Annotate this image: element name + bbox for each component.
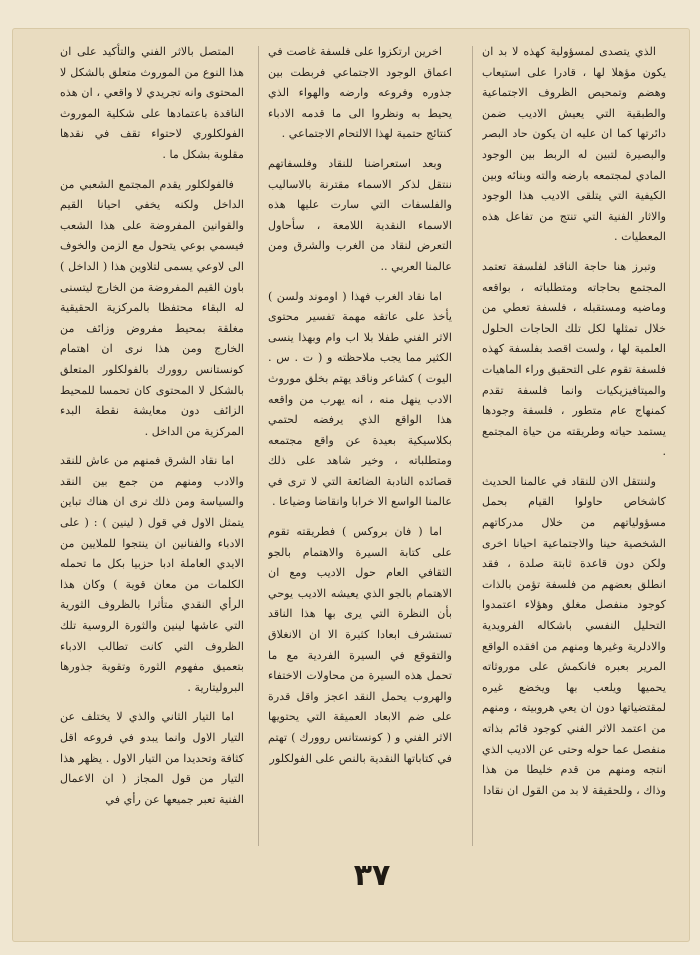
text-column-middle [268,42,452,850]
page-number: ٣٧ [353,858,391,893]
paragraph: ولننتقل الان للنقاد في عالمنا الحديث كاشخاص حاولوا القيام بحمل مسؤولياتهم من خلال مدركاتهم الشخصية حينا والاجتماعية احيانا اخرى ولكن دون قاعدة ثابتة صلدة ، فقد انطلق بعضهم من فلسفة تؤمن بالذات كوجود منفصل مغلق وهؤلاء اعتمدوا التحليل النفسي باشكاله الفرويدية والادلرية وغيرها ومنهم من افقده الواقع المرير بعبره فانكمش على موروثاته يحميها ويلعب بها ويخضع غيره لمقتضياتها دون ان يعي هروبيته ، ومنهم من اعتمد الاثر الفني كوجود قائم بذاته منفصل عما حوله وحتى عن الاديب الذي انتجه ومنهم من قدم خليطا من هذا وذاك ، وللحقيقة لا بد من القول ان نقادا [482,474,666,797]
paragraph: اخرين ارتكزوا على فلسفة غاصت في اعماق الوجود الاجتماعي فربطت بين جذوره وفروعه وارضه والهواء الذي يحيط به ونظروا الى ما قدمه الادباء كنتائج حتمية لهذا الالتحام الاجتماعي . [268,45,452,141]
paragraph: اما التيار الثاني والذي لا يختلف عن التيار الاول وانما يبدو في فروعه اقل كثافة وتحديدا من التيار الاول . يظهر هذا التيار من قول المجاز ( ان الاعمال الفنية تعبر جميعها عن رأي في [60,710,244,806]
column-divider [258,46,259,846]
paragraph: المتصل بالاثر الفني والتأكيد على ان هذا النوع من الموروث متعلق بالشكل لا المحتوى وانه تجريدي لا واقعي ، ان هذه الناقدة باعتمادها على شكلية الموروث الفولكلوري لاحتواء تقف في نقدها مقلوبة بشكل ما . [60,45,244,161]
magazine-page [12,28,690,942]
paragraph: اما نقاد الشرق فمنهم من عاش للنقد والادب ومنهم من جمع بين النقد والسياسة ومن ذلك نرى ان هناك تباين يتمثل الاول في قول ( لينين ) : ( على الادباء والفنانين ان ينتجوا للملايين من الايدي العاملة ادبا حزبيا بكل ما تحمله الكلمات من معان قوية ) وكان هذا الرأي النقدي متأثرا بالظروف الثورية التي عاشها لينين والثورة الروسية تلك الظروف التي كانت تطالب الادباء بتعميق مفهوم الثورة وتقوية جذورها البروليتارية . [60,454,244,694]
paragraph: اما نقاد الغرب فهذا ( اوموند ولسن ) يأخذ على عاتقه مهمة تفسير محتوى الاثر الفني طفلا بلا اب وام وبهذا ينسى الكثير مما يجب ملاحظته و ( ت . س . اليوت ) كشاعر وناقد يهتم بخلق موروث الادب ينهل منه ، انه يهرب من واقعه هذا الواقع الذي يرفضه لحتمي بكلاسيكية بعيدة عن واقع مجتمعه ومتطلباته ، وخير شاهد على ذلك قصائده النادبة الضائعة التي لا ترى في عالمنا الواسع الا خرابا وانقاضا وضياعا . [268,289,452,509]
paragraph: وبعد استعراضنا للنقاد وفلسفاتهم ننتقل لذكر الاسماء مقترنة بالاساليب والفلسفات التي سارت عليها هذه الاسماء النقدية اللامعة ، سأحاول التعرض لنقاد من الغرب والشرق ومن عالمنا العربي .. [268,156,452,273]
column-divider [472,46,473,846]
text-column-right [482,42,666,850]
paragraph: وتبرز هنا حاجة الناقد لفلسفة تعتمد المجتمع بحاجاته ومتطلباته ، بواقعه وماضيه ومستقبله ، فلسفة تعطي من خلال تمثلها لكل تلك الحاجات الحلول العلمية لها ، ولست اقصد بفلسفة كهذه فلسفة تقوم على التحقيق وراء الماهيات والميتافيزيكيات وانما فلسفة تقدم كمنهاج عام متطور ، فلسفة وجودها يستمد حياته وطريقته من حياة المجتمع . [482,259,666,459]
paragraph: اما ( فان بروكس ) فطريقته تقوم على كتابة السيرة والاهتمام بالجو الثقافي العام حول الاديب ومع ان الاهتمام بالجو الذي يعيشه الاديب يوحي بأن النظرة التي يرى بها هذا الناقد تستشرف ابعادا كثيرة الا ان الانغلاق والتقوقع في السيرة الفردية مع ما تحمل هذه السيرة من محاولات الاختفاء والهروب يحمل النقد اعجز واقل قدرة على ضم الابعاد العميقة التي يحتويها الاثر الفني و ( كونستانس روورك ) تهتم في كتاباتها النقدية بالنص على الفولكلور [268,525,452,765]
paragraph: فالفولكلور يقدم المجتمع الشعبي من الداخل ولكنه يخفي احيانا القيم والقوانين المفروضة على هذا الشعب فيسمي بوعي يتحول مع الزمن والخوف الى لاوعي يسمى لتلاوين هذا ( الداخل ) باون القيم المفروضة من الخارج ليتسنى له البقاء محتفظا بالمركزية الحقيقية مغلقة بمحيط مفروض وزائف من الخارج ومن هذا نرى ان اهتمام كونستانس روورك بالفولكلور المتعلق بالشكل لا المحتوى كان تحمسا للمحيط الزائف دون معايشة نقطة البدء المركزية من الداخل . [60,177,244,438]
paragraph: الذي يتصدى لمسؤولية كهذه لا بد ان يكون مؤهلا لها ، قادرا على استيعاب وهضم وتمحيص الظروف الاجتماعية والطبقية التي يعيش الاديب ضمن دائرتها كما ان عليه ان يكون حاد البصر والبصيرة لتبين له الربط بين الوجود المادي لمجتمعه بارضه والته وبنائه وبين الكيفية التي يتلقى الاديب هذا الوجود والاثار الفنية التي تنتج من تفاعل هذه المعطيات . [482,45,666,244]
text-column-left [60,42,244,850]
